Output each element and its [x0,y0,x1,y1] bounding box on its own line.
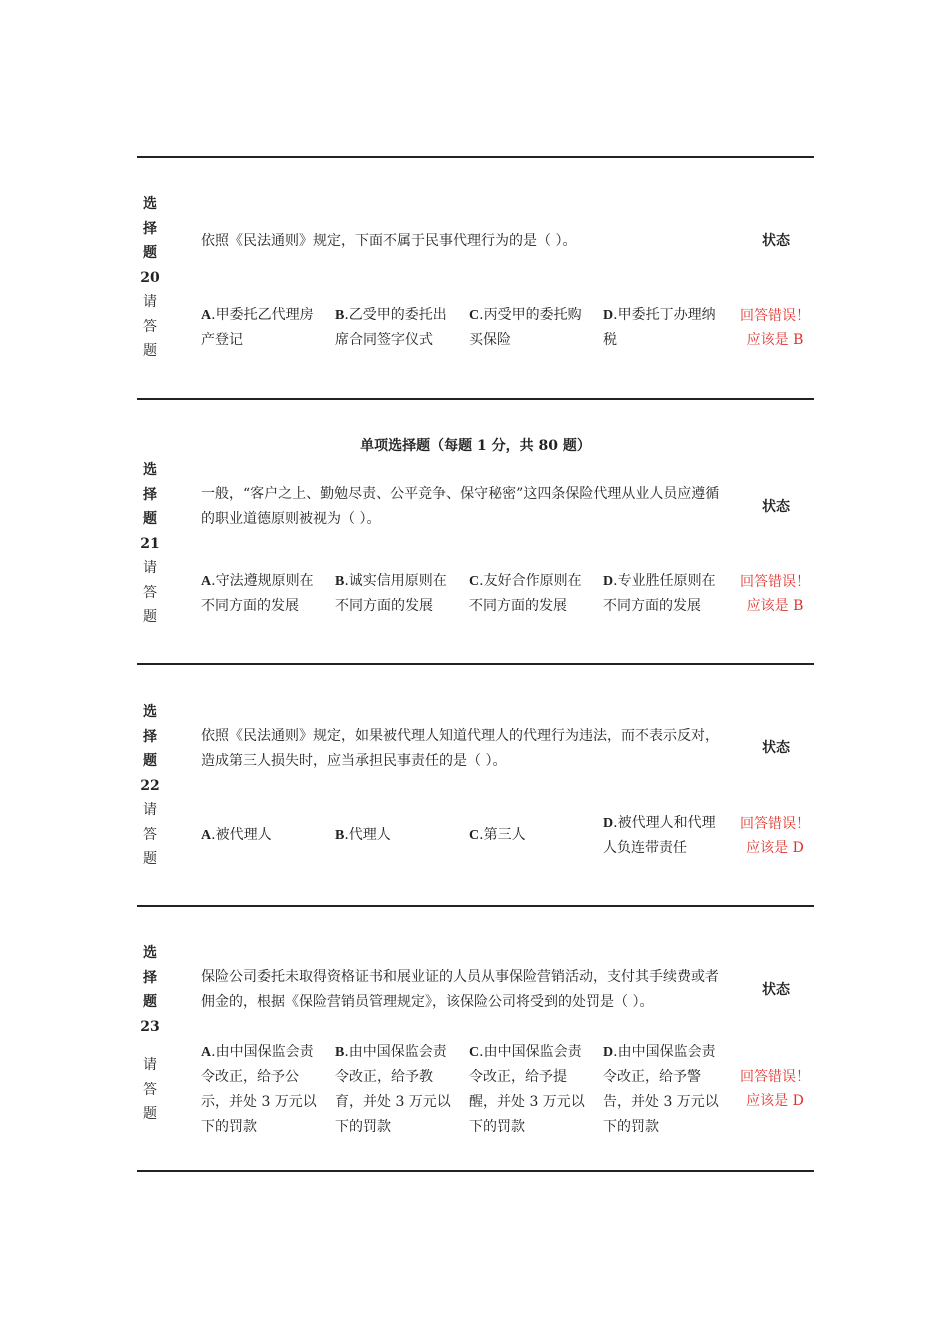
result-status [735,1065,815,1113]
option-letter: B [335,308,345,323]
question-text: 依照《民法通则》规定，下面不属于民事代理行为的是（ ）。 [201,233,577,249]
label-char: 选 [143,945,157,961]
option-letter: B [335,1045,345,1060]
label-char: 择 [143,220,157,237]
option-a[interactable] [201,1040,321,1140]
answer-link-char[interactable]: 答 [143,826,157,843]
question-label [137,192,163,364]
section-title: 单项选择题（每题 1 分，共 80 题） [360,438,591,454]
question-number: 23 [140,1018,160,1035]
answer-link-char[interactable]: 题 [143,343,157,359]
option-text: .甲委托乙代理房产登记 [201,307,314,348]
result-wrong: 回答错误！ [740,1069,810,1085]
answer-link-char[interactable]: 请 [143,294,157,310]
result-status [735,570,815,618]
result-wrong: 回答错误！ [740,816,810,832]
option-letter: A [201,1045,212,1060]
question-number: 21 [140,535,160,552]
label-char: 题 [143,994,157,1010]
question-label [137,700,163,872]
option-d[interactable] [603,811,723,861]
question-label [137,458,163,630]
option-letter: A [201,574,212,589]
status-header: 状态 [762,740,790,756]
option-letter: D [603,816,614,831]
answer-link-char[interactable]: 答 [143,584,157,601]
answer-link-char[interactable]: 请 [143,560,157,576]
option-letter: C [469,1045,480,1060]
option-d[interactable] [603,303,723,353]
status-header: 状态 [762,499,790,515]
result-status [735,304,815,352]
option-text: .守法遵规原则在不同方面的发展 [201,573,314,614]
answer-link-char[interactable]: 请 [143,802,157,818]
label-char: 择 [143,728,157,745]
option-text: .由中国保监会责令改正，给予提醒，并处 3 万元以下的罚款 [469,1044,585,1135]
divider [137,905,814,907]
divider [137,156,814,158]
correct-answer: 应该是 D [746,840,804,856]
label-char: 选 [143,196,157,212]
answer-link-char[interactable]: 请 [143,1057,157,1073]
option-text: .乙受甲的委托出席合同签字仪式 [335,307,447,348]
option-b[interactable] [335,569,455,619]
correct-answer: 应该是 B [746,332,804,348]
option-d[interactable] [603,569,723,619]
option-letter: D [603,574,614,589]
option-a[interactable] [201,823,321,848]
option-text: .诚实信用原则在不同方面的发展 [335,573,447,614]
question-text: 一般，“客户之上、勤勉尽责、公平竞争、保守秘密”这四条保险代理从业人员应遵循的职业道德原则被视为（ ）。 [201,486,720,527]
result-wrong: 回答错误！ [740,308,810,324]
option-c[interactable] [469,1040,589,1140]
option-text: .被代理人 [211,827,272,843]
label-char: 择 [143,486,157,503]
result-wrong: 回答错误！ [740,574,810,590]
question-text: 保险公司委托未取得资格证书和展业证的人员从事保险营销活动，支付其手续费或者佣金的，根据《保险营销员管理规定》，该保险公司将受到的处罚是（ ）。 [201,969,719,1010]
question-number: 22 [140,777,160,794]
answer-link[interactable] [137,1053,163,1127]
option-d[interactable] [603,1040,723,1140]
label-char: 题 [143,511,157,527]
label-char: 择 [143,969,157,986]
option-c[interactable] [469,569,589,619]
option-letter: D [603,308,614,323]
option-text: .由中国保监会责令改正，给予公示，并处 3 万元以下的罚款 [201,1044,317,1135]
option-c[interactable] [469,303,589,353]
option-letter: D [603,1045,614,1060]
option-letter: A [201,828,212,843]
question-text: 依照《民法通则》规定，如果被代理人知道代理人的代理行为违法，而不表示反对，造成第三人损失时，应当承担民事责任的是（ ）。 [201,728,719,769]
answer-link-char[interactable]: 答 [143,318,157,335]
option-b[interactable] [335,303,455,353]
answer-link-char[interactable]: 答 [143,1081,157,1098]
option-text: .丙受甲的委托购买保险 [469,307,582,348]
option-letter: B [335,574,345,589]
option-b[interactable] [335,1040,455,1140]
option-text: .由中国保监会责令改正，给予教育，并处 3 万元以下的罚款 [335,1044,451,1135]
correct-answer: 应该是 D [746,1093,804,1109]
answer-link-char[interactable]: 题 [143,851,157,867]
option-text: .友好合作原则在不同方面的发展 [469,573,582,614]
divider [137,663,814,665]
question-number: 20 [140,269,160,286]
option-letter: B [335,828,345,843]
option-b[interactable] [335,823,455,848]
status-header: 状态 [762,233,790,249]
label-char: 选 [143,704,157,720]
divider [137,398,814,400]
option-text: .被代理人和代理人负连带责任 [603,815,716,856]
question-label [137,941,163,1039]
option-letter: C [469,308,480,323]
divider [137,1170,814,1172]
option-text: .甲委托丁办理纳税 [603,307,716,348]
label-char: 题 [143,753,157,769]
option-text: .专业胜任原则在不同方面的发展 [603,573,716,614]
status-header: 状态 [762,982,790,998]
option-letter: C [469,574,480,589]
answer-link-char[interactable]: 题 [143,609,157,625]
result-status [735,812,815,860]
document-page [137,0,814,1344]
option-letter: C [469,828,480,843]
option-text: .代理人 [344,827,391,843]
option-text: .第三人 [479,827,526,843]
answer-link-char[interactable]: 题 [143,1106,157,1122]
option-a[interactable] [201,303,321,353]
option-letter: A [201,308,212,323]
label-char: 选 [143,462,157,478]
label-char: 题 [143,245,157,261]
correct-answer: 应该是 B [746,598,804,614]
option-a[interactable] [201,569,321,619]
option-c[interactable] [469,823,589,848]
option-text: .由中国保监会责令改正，给予警告，并处 3 万元以下的罚款 [603,1044,719,1135]
